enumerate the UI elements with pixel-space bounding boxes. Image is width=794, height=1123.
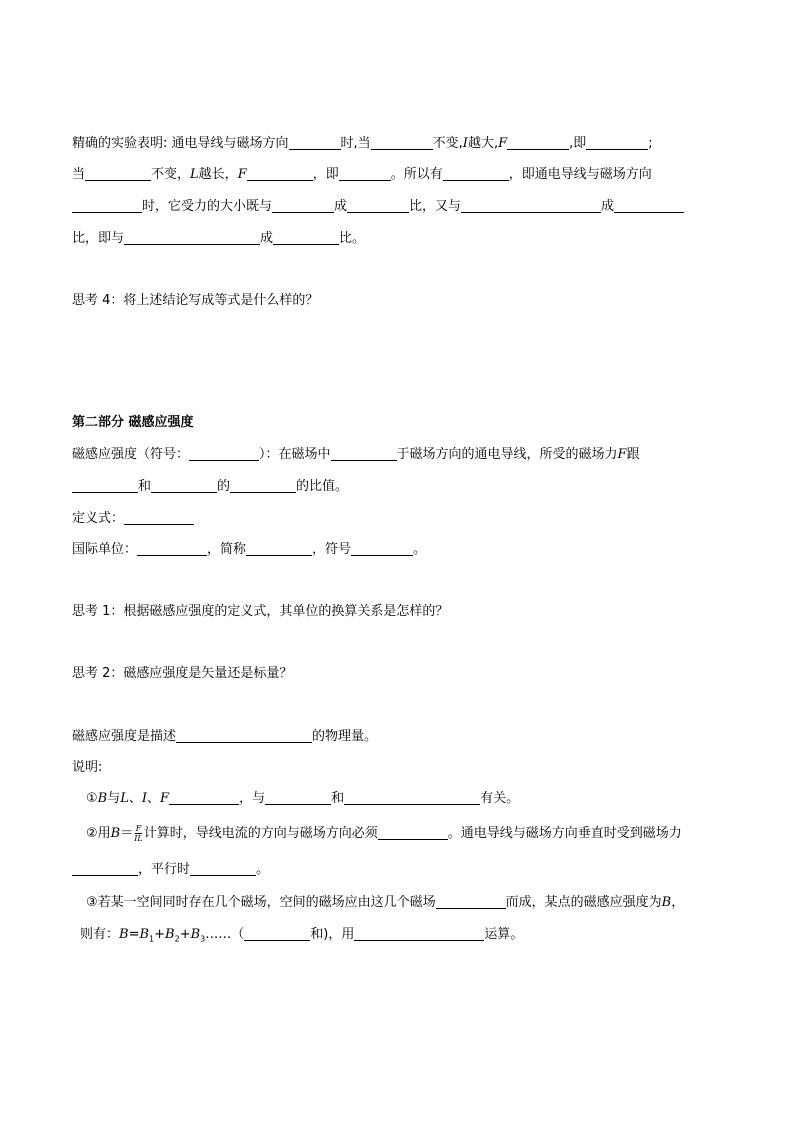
subscript: 3: [200, 934, 206, 944]
text: +: [154, 927, 166, 942]
note-3: [86, 893, 734, 913]
text: 不变,: [432, 136, 463, 151]
text: 精确的实验表明: 通电导线与磁场方向: [72, 136, 289, 151]
blank[interactable]: [85, 166, 151, 181]
think4-question: 思考 4：将上述结论写成等式是什么样的？: [72, 293, 319, 308]
text: 和: [138, 479, 152, 494]
note-3-cont: [80, 925, 734, 945]
blank[interactable]: [244, 926, 310, 941]
text: ……（: [205, 927, 245, 942]
symbol-B: B: [110, 826, 121, 841]
para1-line4: [72, 229, 734, 249]
subscript: 1: [149, 934, 155, 944]
text: 、: [128, 791, 142, 806]
text: ①: [86, 791, 98, 806]
text: +: [179, 927, 191, 942]
text: 比，即与: [72, 231, 125, 246]
denominator: IL: [134, 834, 143, 843]
text: ②用: [86, 826, 111, 841]
blank[interactable]: [72, 478, 138, 493]
blank[interactable]: [247, 166, 313, 181]
text: 运算。: [484, 927, 524, 942]
text: 定义式：: [72, 511, 125, 526]
blank[interactable]: [347, 198, 409, 213]
text: ，即通电导线与磁场方向: [508, 167, 652, 182]
blank[interactable]: [124, 510, 194, 525]
text: ，: [671, 895, 685, 910]
symbol-B: B: [97, 791, 108, 806]
text: 时，它受力的大小既与: [142, 199, 273, 214]
text: =: [128, 927, 140, 942]
si-unit-line: [72, 540, 734, 560]
text: 计算时，导线电流的方向与磁场方向必须: [143, 826, 378, 841]
text: ＝: [120, 826, 134, 841]
text: ，平行时: [138, 862, 191, 877]
text: 的物理量。: [312, 729, 378, 744]
symbol-F: F: [617, 447, 627, 462]
text: 于磁场方向的通电导线，所受的磁场力: [396, 447, 618, 462]
blank[interactable]: [344, 790, 480, 805]
symbol-I: I: [141, 791, 148, 806]
blank[interactable]: [169, 790, 239, 805]
text: 跟: [626, 447, 640, 462]
text: 。: [413, 542, 427, 557]
blank[interactable]: [331, 446, 397, 461]
blank[interactable]: [378, 825, 448, 840]
symbol-I: I: [462, 136, 468, 151]
symbol-B: B: [119, 927, 129, 942]
note-1: [86, 789, 734, 809]
definition-line2: [72, 477, 734, 497]
symbol-F: F: [160, 791, 170, 806]
text: ,即: [569, 136, 587, 151]
text: 。所以有: [390, 167, 443, 182]
text: 的比值。: [296, 479, 349, 494]
text: 成: [334, 199, 348, 214]
text: 比。: [339, 231, 366, 246]
blank[interactable]: [151, 478, 217, 493]
text: 磁感应强度（符号：: [72, 447, 190, 462]
text: 。通电导线与磁场方向垂直时受到磁场力: [447, 826, 682, 841]
text: ，符号: [312, 542, 352, 557]
text: 和: [331, 791, 345, 806]
text: 、: [147, 791, 161, 806]
blank[interactable]: [436, 894, 506, 909]
text: 则有：: [80, 927, 120, 942]
blank[interactable]: [246, 541, 312, 556]
text: 当: [72, 167, 86, 182]
text: 成: [601, 199, 615, 214]
text: 的: [217, 479, 231, 494]
text: ③若某一空间同时存在几个磁场，空间的磁场应由这几个磁场: [86, 895, 436, 910]
symbol-L: L: [120, 791, 129, 806]
blank[interactable]: [443, 166, 509, 181]
blank[interactable]: [230, 478, 296, 493]
text: 比，又与: [409, 199, 462, 214]
text: 国际单位：: [72, 542, 138, 557]
blank[interactable]: [354, 926, 484, 941]
para1-line3: [72, 197, 734, 217]
para1-line1: [72, 134, 734, 154]
text: ，与: [239, 791, 266, 806]
notes-title: 说明:: [72, 760, 103, 775]
symbol-F: F: [498, 136, 508, 151]
text: ，即: [312, 167, 339, 182]
blank[interactable]: [176, 728, 312, 743]
blank[interactable]: [339, 166, 391, 181]
text: 时,当: [340, 136, 371, 151]
blank[interactable]: [72, 198, 142, 213]
blank[interactable]: [586, 135, 648, 150]
note-2: [86, 824, 734, 844]
para1-line2: [72, 165, 734, 185]
blank[interactable]: [289, 135, 341, 150]
definition-line1: [72, 445, 734, 465]
text: 不变，: [151, 167, 191, 182]
think2-question: 思考 2：磁感应强度是矢量还是标量？: [72, 666, 293, 681]
text: 有关。: [480, 791, 520, 806]
blank[interactable]: [137, 541, 207, 556]
blank[interactable]: [273, 230, 339, 245]
note-2-cont: [72, 860, 734, 880]
text: 成: [260, 231, 274, 246]
blank[interactable]: [507, 135, 569, 150]
text: 和)，用: [310, 927, 355, 942]
text: 越大,: [467, 136, 499, 151]
blank[interactable]: [371, 135, 433, 150]
text: 与: [107, 791, 121, 806]
blank[interactable]: [272, 198, 334, 213]
section2-title: 第二部分 磁感应强度: [72, 415, 194, 430]
numerator: F: [135, 824, 142, 833]
symbol-F: F: [237, 167, 247, 182]
blank[interactable]: [124, 230, 260, 245]
blank[interactable]: [461, 198, 601, 213]
think1-question: 思考 1：根据磁感应强度的定义式，其单位的换算关系是怎样的？: [72, 604, 449, 619]
fraction-F-over-IL: [134, 824, 142, 843]
definition-formula: [72, 509, 734, 529]
blank[interactable]: [72, 861, 138, 876]
text: 。: [256, 862, 270, 877]
blank[interactable]: [189, 446, 259, 461]
describe-line: [72, 727, 734, 747]
symbol-L: L: [190, 167, 199, 182]
text: 磁感应强度是描述: [72, 729, 177, 744]
symbol-B: B: [139, 927, 150, 942]
text: 越长，: [198, 167, 238, 182]
blank[interactable]: [351, 541, 413, 556]
symbol-B: B: [661, 895, 672, 910]
text: ;: [648, 136, 653, 151]
blank[interactable]: [190, 861, 256, 876]
symbol-B: B: [165, 927, 175, 942]
subscript: 2: [174, 934, 180, 944]
text: ）：在磁场中: [259, 447, 331, 462]
blank[interactable]: [614, 198, 684, 213]
text: ，简称: [207, 542, 247, 557]
blank[interactable]: [265, 790, 331, 805]
text: 而成，某点的磁感应强度为: [505, 895, 662, 910]
symbol-B: B: [190, 927, 201, 942]
